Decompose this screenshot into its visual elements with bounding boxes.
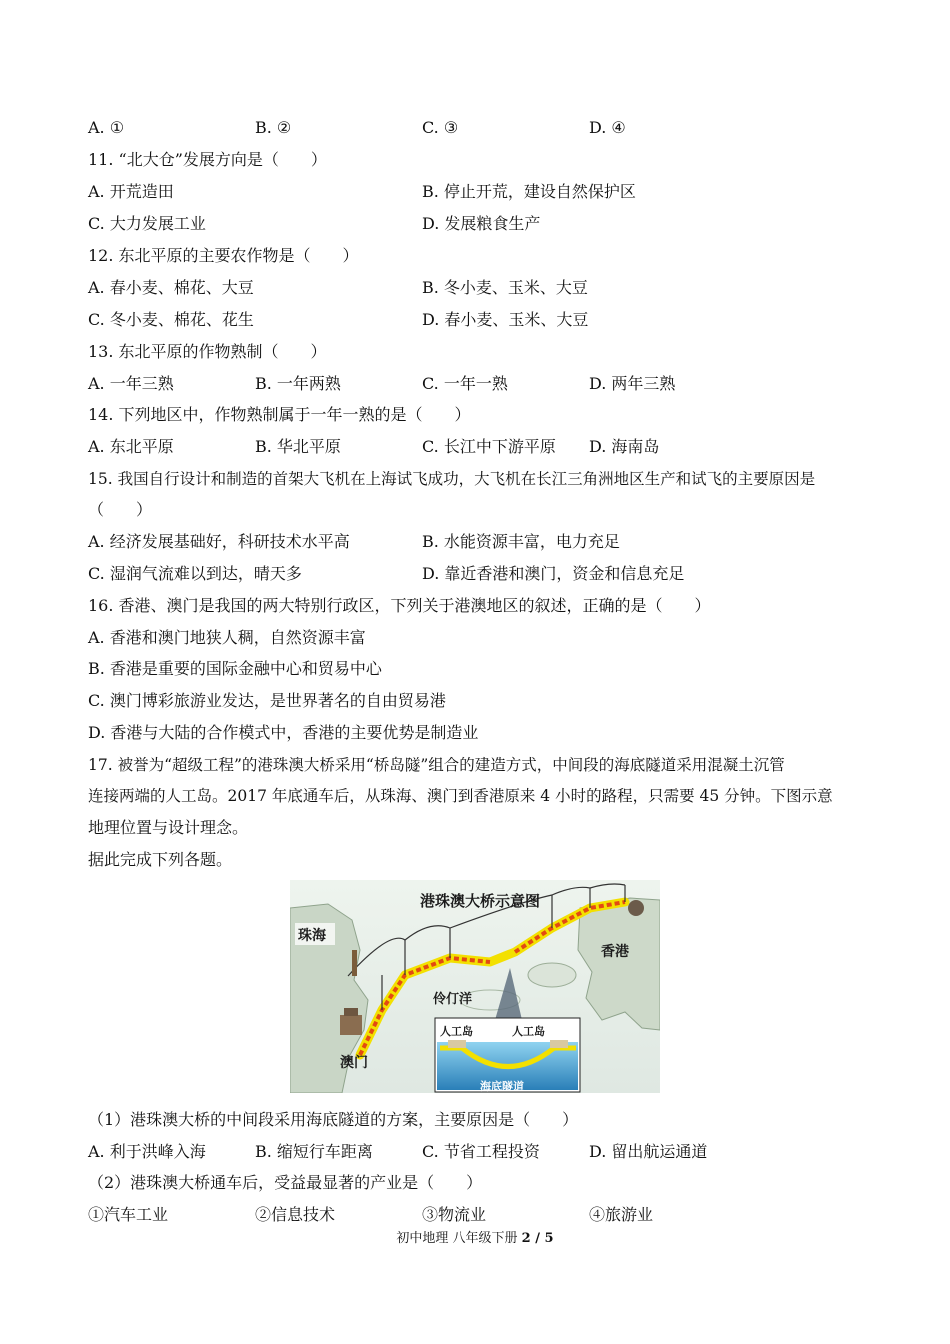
q16-option-d: D. 香港与大陆的合作模式中，香港的主要优势是制造业	[88, 723, 479, 742]
q17-sub2-option-2: ②信息技术	[255, 1205, 336, 1224]
q17-sub2-stem: （2）港珠澳大桥通车后，受益最显著的产业是（ ）	[88, 1173, 483, 1192]
q17-sub1-option-b: B. 缩短行车距离	[255, 1142, 373, 1161]
q11-option-b: B. 停止开荒，建设自然保护区	[422, 182, 636, 201]
q17-stem-line1: 17. 被誉为“超级工程”的港珠澳大桥采用“桥岛隧”组合的建造方式，中间段的海底隧道采用混凝土沉管	[88, 756, 785, 774]
q17-sub2-option-3: ③物流业	[422, 1205, 487, 1224]
q17-sub2-option-4: ④旅游业	[589, 1205, 654, 1224]
q12-option-a: A. 春小麦、棉花、大豆	[88, 278, 254, 297]
q12-stem: 12. 东北平原的主要农作物是（ ）	[88, 246, 359, 265]
zhuhai-landmark-icon	[352, 950, 357, 976]
q16-option-b: B. 香港是重要的国际金融中心和贸易中心	[88, 659, 382, 678]
q13-option-a: A. 一年三熟	[88, 374, 174, 393]
q11-option-c: C. 大力发展工业	[88, 214, 206, 233]
q16-option-c: C. 澳门博彩旅游业发达，是世界著名的自由贸易港	[88, 691, 446, 710]
q13-stem: 13. 东北平原的作物熟制（ ）	[88, 342, 327, 361]
q15-option-d: D. 靠近香港和澳门，资金和信息充足	[422, 564, 685, 583]
q13-option-c: C. 一年一熟	[422, 374, 508, 393]
island-shape	[528, 963, 576, 987]
q17-sub1-option-d: D. 留出航运通道	[589, 1142, 708, 1161]
footer-page-total: 5	[544, 1231, 554, 1246]
q14-option-c: C. 长江中下游平原	[422, 437, 556, 456]
label-hongkong: 香港	[601, 944, 629, 960]
q15-stem-line2: （ ）	[88, 500, 153, 519]
q12-option-c: C. 冬小麦、棉花、花生	[88, 310, 254, 329]
q11-option-d: D. 发展粮食生产	[422, 214, 541, 233]
q10-option-c: C. ③	[422, 118, 459, 137]
q15-stem-line1: 15. 我国自行设计和制造的首架大飞机在上海试飞成功，大飞机在长江三角洲地区生产和试飞的主要原因是	[88, 470, 816, 488]
q10-option-b: B. ②	[255, 118, 292, 137]
label-macau: 澳门	[340, 1055, 368, 1071]
figure-title: 港珠澳大桥示意图	[420, 892, 541, 910]
q14-option-b: B. 华北平原	[255, 437, 341, 456]
label-island-1: 人工岛	[440, 1025, 473, 1038]
q15-option-c: C. 湿润气流难以到达，晴天多	[88, 564, 302, 583]
q11-stem: 11. “北大仓”发展方向是（ ）	[88, 150, 327, 169]
q15-option-a: A. 经济发展基础好，科研技术水平高	[88, 532, 350, 551]
tunnel-inset	[435, 1018, 580, 1093]
q10-option-d: D. ④	[589, 118, 626, 137]
q17-stem-line3: 地理位置与设计理念。	[88, 818, 249, 837]
q15-option-b: B. 水能资源丰富，电力充足	[422, 532, 620, 551]
q16-stem: 16. 香港、澳门是我国的两大特别行政区，下列关于港澳地区的叙述，正确的是（ ）	[88, 596, 711, 615]
q12-option-d: D. 春小麦、玉米、大豆	[422, 310, 589, 329]
q17-sub2-option-1: ①汽车工业	[88, 1205, 169, 1224]
footer-separator: /	[530, 1231, 545, 1246]
footer-page-number: 2	[521, 1231, 531, 1246]
bridge-diagram	[290, 880, 660, 1093]
label-lingdingyang: 伶仃洋	[433, 992, 473, 1007]
q10-option-a: A. ①	[88, 118, 125, 137]
q17-sub1-option-a: A. 利于洪峰入海	[88, 1142, 206, 1161]
q17-stem-line2: 连接两端的人工岛。2017 年底通车后，从珠海、澳门到香港原来 4 小时的路程，只需要 45 分钟。下图示意	[88, 787, 833, 805]
q13-option-d: D. 两年三熟	[589, 374, 676, 393]
q17-sub1-option-c: C. 节省工程投资	[422, 1142, 540, 1161]
q17-instruction: 据此完成下列各题。	[88, 850, 233, 869]
q16-option-a: A. 香港和澳门地狭人稠，自然资源丰富	[88, 628, 366, 647]
q11-option-a: A. 开荒造田	[88, 182, 174, 201]
q12-option-b: B. 冬小麦、玉米、大豆	[422, 278, 588, 297]
hongkong-landmark-icon	[628, 900, 644, 916]
label-tunnel: 海底隧道	[480, 1080, 524, 1093]
page-footer	[0, 1230, 950, 1248]
q14-stem: 14. 下列地区中，作物熟制属于一年一熟的是（ ）	[88, 405, 471, 424]
q14-option-a: A. 东北平原	[88, 437, 174, 456]
footer-subject: 初中地理 八年级下册	[396, 1231, 522, 1246]
q13-option-b: B. 一年两熟	[255, 374, 341, 393]
label-zhuhai: 珠海	[298, 928, 326, 944]
q17-sub1-stem: （1）港珠澳大桥的中间段采用海底隧道的方案，主要原因是（ ）	[88, 1110, 579, 1129]
q14-option-d: D. 海南岛	[589, 437, 660, 456]
label-island-2: 人工岛	[512, 1025, 545, 1038]
